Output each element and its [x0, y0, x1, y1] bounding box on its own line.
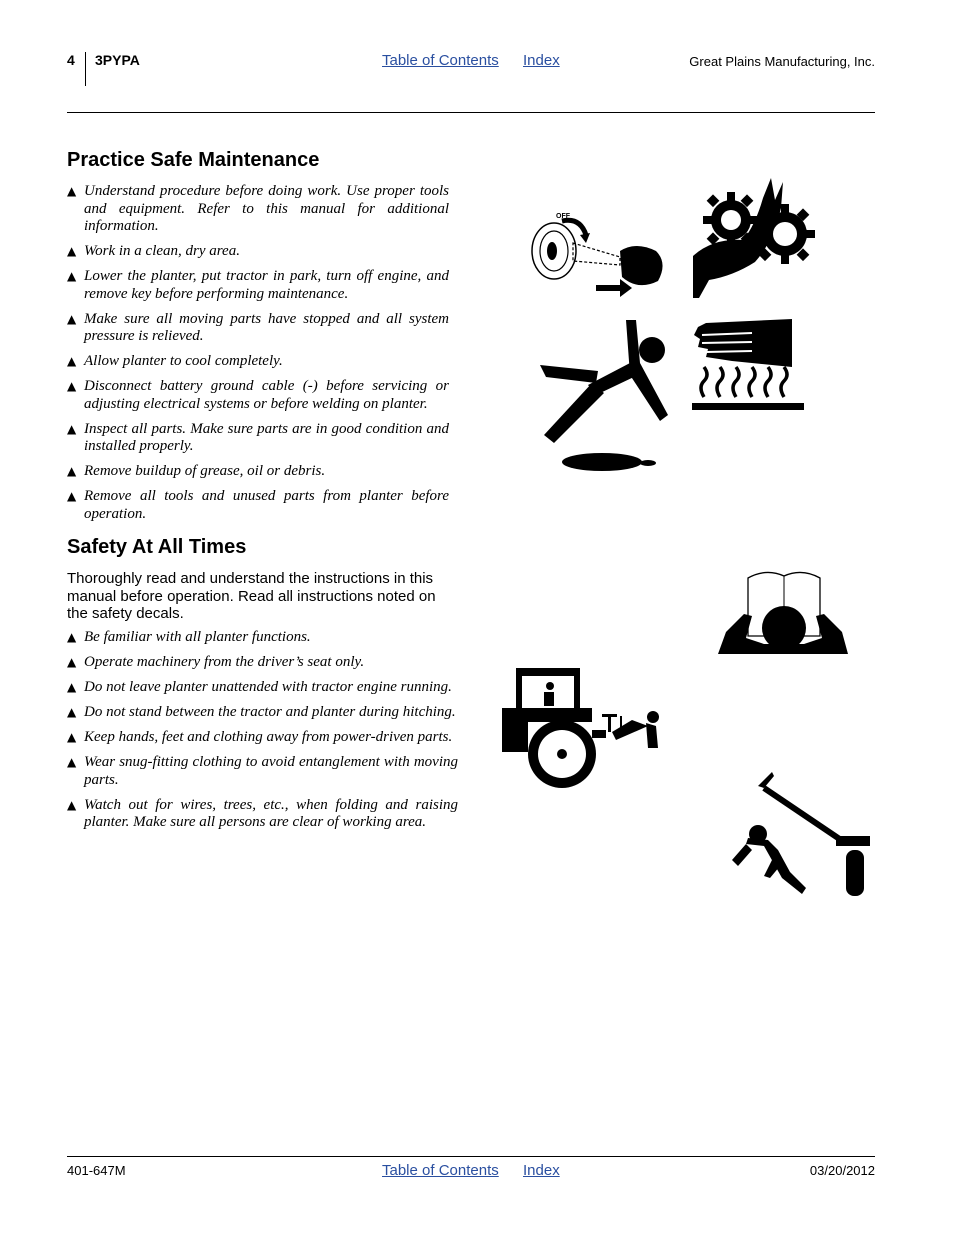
- tractor-hitching-illustration: [498, 668, 663, 793]
- company-name: Great Plains Manufacturing, Inc.: [689, 54, 875, 69]
- list-item: ▲ Do not leave planter unattended with tractor engine running.: [67, 679, 458, 697]
- list-item: ▲ Be familiar with all planter functions.: [67, 629, 458, 647]
- list-item: ▲ Keep hands, feet and clothing away from power-driven parts.: [67, 729, 458, 747]
- slip-hazard-illustration: [536, 315, 671, 480]
- list-item: ▲ Make sure all moving parts have stopped and all system pressure is relieved.: [67, 311, 449, 346]
- header-index-link[interactable]: Index: [523, 52, 560, 69]
- folding-hazard-illustration: [724, 770, 874, 900]
- list-item: ▲ Understand procedure before doing work. Use proper tools and equipment. Refer to this manual for additional information.: [67, 183, 449, 236]
- gear-entanglement-illustration: [693, 178, 818, 298]
- key-off-label: OFF: [556, 213, 570, 220]
- key-off-illustration: [528, 205, 673, 300]
- safety-intro: Thoroughly read and understand the instructions in this manual before operation. Read all instructions noted on the safety decals.: [67, 570, 436, 622]
- list-item: ▲ Do not stand between the tractor and planter during hitching.: [67, 704, 458, 722]
- list-item: ▲ Work in a clean, dry area.: [67, 243, 449, 261]
- list-item: ▲ Wear snug-fitting clothing to avoid entanglement with moving parts.: [67, 754, 458, 789]
- header-divider: [85, 52, 86, 86]
- list-item: ▲ Remove all tools and unused parts from planter before operation.: [67, 488, 449, 523]
- read-manual-illustration: [718, 566, 850, 658]
- hot-surface-illustration: [692, 315, 807, 415]
- list-item: ▲ Remove buildup of grease, oil or debris.: [67, 463, 449, 481]
- footer-index-link[interactable]: Index: [523, 1162, 560, 1179]
- revision-date: 03/20/2012: [809, 1163, 875, 1178]
- maintenance-list: [67, 183, 449, 531]
- list-item: ▲ Disconnect battery ground cable (-) before servicing or adjusting electrical systems or before welding on planter.: [67, 378, 449, 413]
- document-number: 401-647M: [67, 1163, 126, 1178]
- list-item: ▲ Allow planter to cool completely.: [67, 353, 449, 371]
- footer-toc-link[interactable]: Table of Contents: [382, 1162, 499, 1179]
- safety-heading: Safety At All Times: [67, 536, 247, 558]
- list-item: ▲ Inspect all parts. Make sure parts are in good condition and installed properly.: [67, 421, 449, 456]
- model-name: 3PYPA: [95, 52, 140, 68]
- page-number: 4: [67, 52, 75, 68]
- list-item: ▲ Operate machinery from the driver’s seat only.: [67, 654, 458, 672]
- safety-list: [67, 629, 458, 839]
- list-item: ▲ Lower the planter, put tractor in park, turn off engine, and remove key before performing maintenance.: [67, 268, 449, 303]
- header-rule: [67, 112, 875, 113]
- list-item: ▲ Watch out for wires, trees, etc., when folding and raising planter. Make sure all persons are clear of working area.: [67, 797, 458, 832]
- footer-rule: [67, 1156, 875, 1157]
- header-toc-link[interactable]: Table of Contents: [382, 52, 499, 69]
- maintenance-heading: Practice Safe Maintenance: [67, 149, 320, 171]
